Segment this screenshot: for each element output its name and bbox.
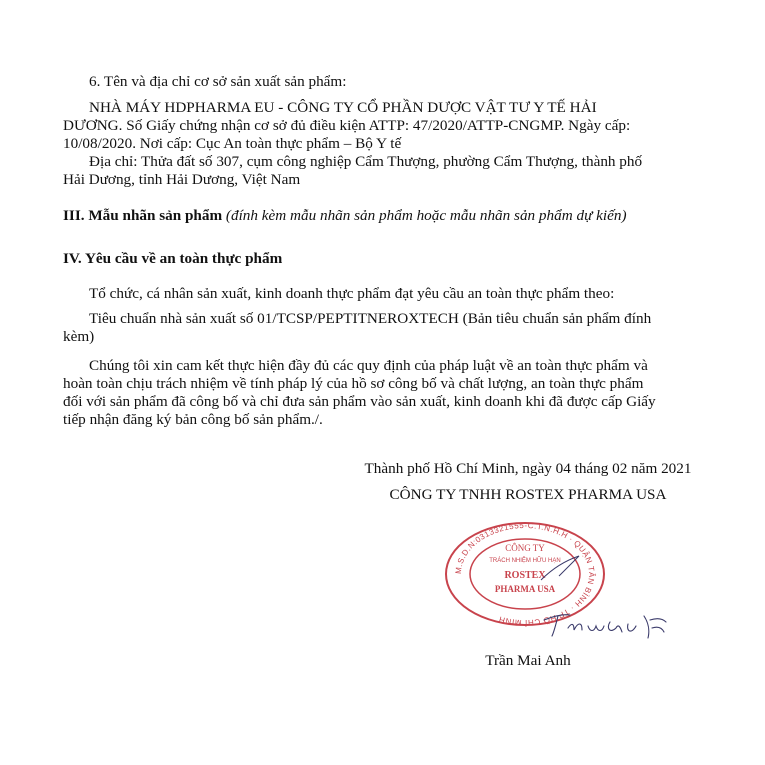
company-line-3: 10/08/2020. Nơi cấp: Cục An toàn thực phẩm – Bộ Y tế: [63, 135, 402, 152]
signer-name: Trần Mai Anh: [485, 652, 571, 669]
commitment-line-1: Chúng tôi xin cam kết thực hiện đầy đủ các quy định của pháp luật về an toàn thực phẩm và: [89, 357, 648, 374]
section3-heading: III. Mẫu nhãn sản phẩm: [63, 207, 223, 224]
section6-heading: 6. Tên và địa chỉ cơ sở sản xuất sản phẩm:: [89, 73, 347, 90]
address-line-1: Địa chỉ: Thửa đất số 307, cụm công nghiệp Cẩm Thượng, phường Cẩm Thượng, thành phố: [89, 153, 643, 170]
section3-note: (đính kèm mẫu nhãn sản phẩm hoặc mẫu nhãn sản phẩm dự kiến): [225, 207, 627, 224]
company-line-1: NHÀ MÁY HDPHARMA EU - CÔNG TY CỔ PHẦN DƯỢC VẬT TƯ Y TẾ HẢI: [89, 99, 597, 116]
place-date: Thành phố Hồ Chí Minh, ngày 04 tháng 02 năm 2021: [364, 460, 692, 477]
stamp-line-4: PHARMA USA: [494, 584, 556, 594]
commitment-line-4: tiếp nhận đăng ký bản công bố sản phẩm./.: [63, 411, 323, 428]
section4-intro: Tổ chức, cá nhân sản xuất, kinh doanh thực phẩm đạt yêu cầu an toàn thực phẩm theo:: [89, 285, 615, 302]
section4-heading: IV. Yêu cầu về an toàn thực phẩm: [63, 250, 283, 267]
stamp-line-2: TRÁCH NHIỆM HỮU HẠN: [489, 558, 561, 564]
stamp-line-3: ROSTEX: [504, 570, 546, 581]
stamp-line-1: CÔNG TY: [505, 543, 545, 553]
signing-company: CÔNG TY TNHH ROSTEX PHARMA USA: [389, 486, 667, 503]
company-line-2: DƯƠNG. Số Giấy chứng nhận cơ sở đủ điều kiện ATTP: 47/2020/ATTP-CNGMP. Ngày cấp:: [63, 117, 631, 134]
section3-line: [63, 207, 627, 225]
commitment-line-2: hoàn toàn chịu trách nhiệm về tính pháp lý của hồ sơ công bố và chất lượng, an toàn thực phẩm: [63, 375, 644, 392]
standard-line-2: kèm): [63, 328, 95, 345]
standard-line-1: Tiêu chuẩn nhà sản xuất số 01/TCSP/PEPTITNEROXTECH (Bản tiêu chuẩn sản phẩm đính: [89, 310, 652, 327]
address-line-2: Hải Dương, tỉnh Hải Dương, Việt Nam: [63, 171, 301, 188]
commitment-line-3: đối với sản phẩm đã công bố và chỉ đưa sản phẩm vào sản xuất, kinh doanh khi đã được cấp Giấy: [63, 393, 656, 410]
stamp-ring-text: M.S.D.N:0313321555-C.T.N.H.H · QUẬN TÂN BÌNH · TP HỒ CHÍ MINH: [453, 521, 597, 628]
handwritten-signature: [540, 606, 670, 646]
